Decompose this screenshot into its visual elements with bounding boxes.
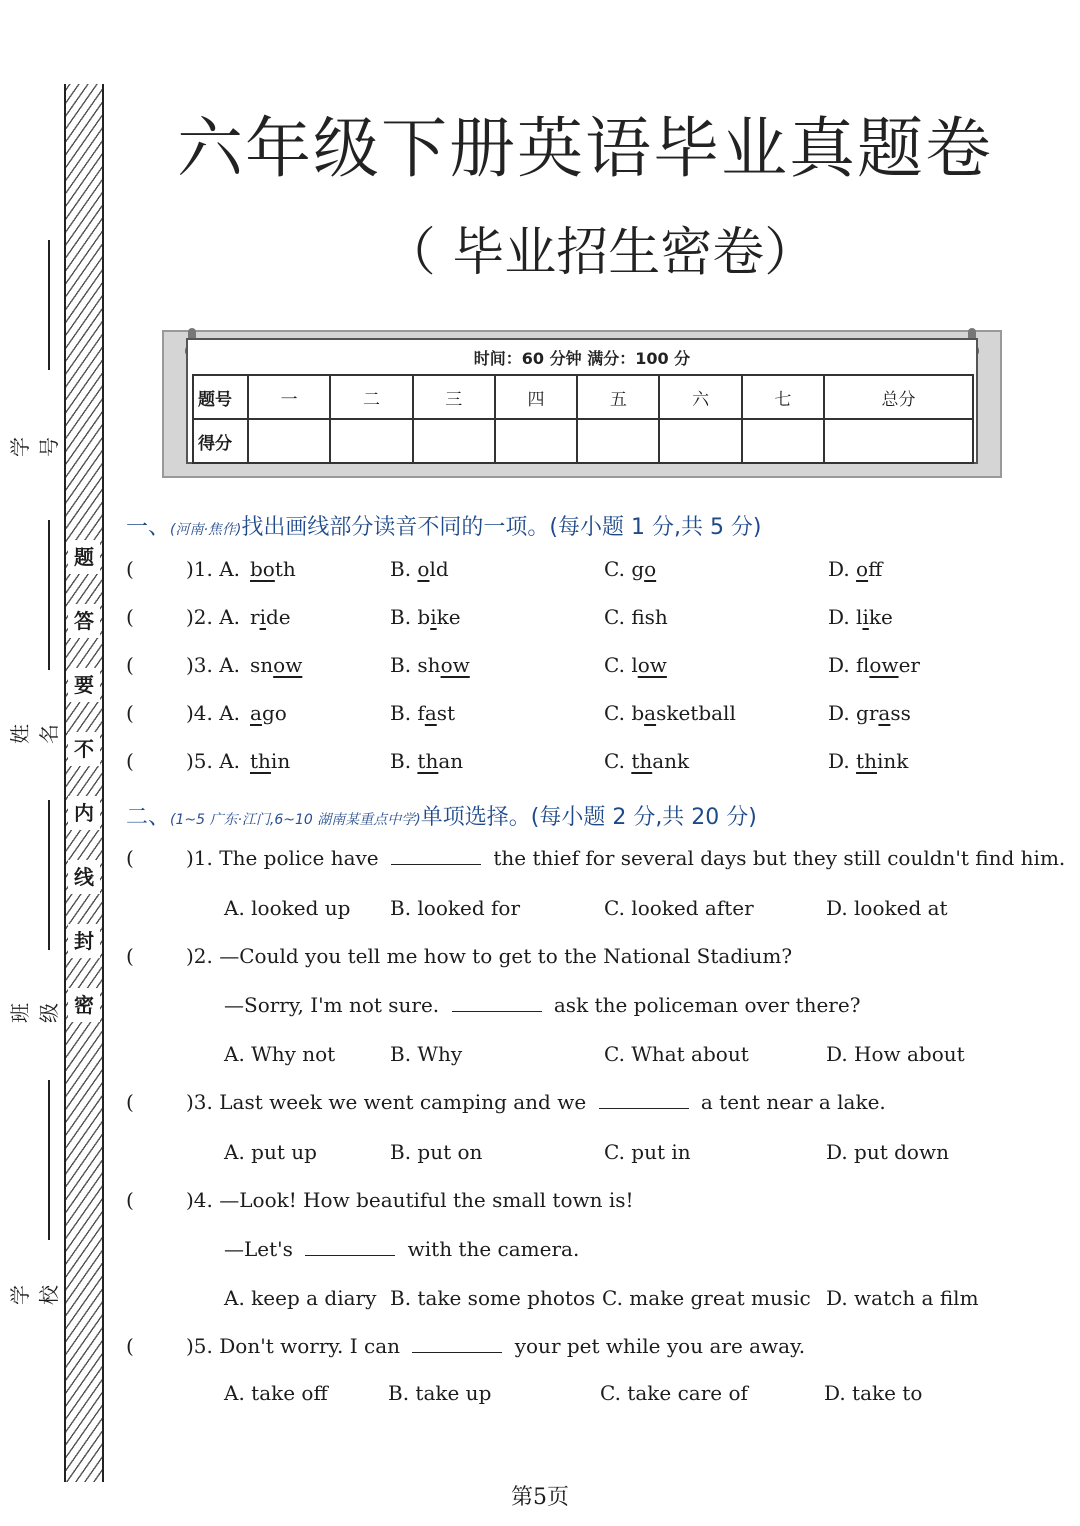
question-row (0, 653, 1080, 683)
option: B. Why (390, 1042, 463, 1066)
word-part: b (631, 701, 645, 725)
question-line-2 (0, 993, 1080, 1023)
word-part: sh (417, 653, 441, 677)
option (604, 605, 668, 629)
word-part: in (270, 749, 291, 773)
question-row (0, 557, 1080, 587)
underlined-sound: i (862, 605, 869, 629)
column-header: 五 (577, 375, 659, 419)
name-label: 姓名 (8, 724, 61, 744)
word-part: ke (436, 605, 461, 629)
option (390, 701, 455, 725)
options-row (0, 896, 1080, 926)
underlined-sound: a (250, 701, 262, 725)
options-row (0, 1042, 1080, 1072)
seal-char: 线 (68, 860, 100, 894)
underlined-sound: i (430, 605, 437, 629)
question-stem-end: your pet while you are away. (514, 1334, 806, 1358)
question-stem: —Sorry, I'm not sure. (224, 993, 440, 1017)
option: C. looked after (604, 896, 754, 920)
answer-paren: ( (126, 749, 134, 773)
seal-line-strip (64, 84, 104, 1482)
option: C. take care of (600, 1381, 748, 1405)
word-part: sn (250, 653, 274, 677)
options-row (0, 1381, 1080, 1411)
word-part: ke (868, 605, 893, 629)
option-label: C. (604, 605, 625, 629)
section-number: 一、 (126, 515, 171, 540)
section-instruction: 单项选择。(每小题 2 分,共 20 分) (420, 805, 757, 830)
section-2-heading (126, 800, 757, 831)
answer-paren: ( (126, 605, 134, 629)
question-row (0, 846, 1080, 876)
question-number: )1. A. (186, 557, 241, 581)
score-table (192, 374, 974, 464)
option-label: D. (828, 557, 850, 581)
seal-char: 封 (68, 924, 100, 958)
option (390, 653, 470, 677)
word-part: st (436, 701, 456, 725)
section-number: 二、 (126, 805, 171, 830)
row-label: 得分 (193, 419, 248, 463)
option: B. take some photos (390, 1286, 596, 1310)
option (828, 701, 911, 725)
word-part: l (856, 605, 863, 629)
option (250, 605, 291, 629)
question-row (0, 701, 1080, 731)
underlined-sound: bo (250, 557, 275, 581)
seal-char: 不 (68, 732, 100, 766)
option-label: D. (828, 749, 850, 773)
score-table-header-row (193, 375, 973, 419)
word-part: ss (890, 701, 911, 725)
question-number: )2. A. (186, 605, 241, 629)
column-header: 六 (659, 375, 741, 419)
question-text (224, 993, 860, 1017)
option: A. looked up (224, 896, 351, 920)
options-row (0, 1140, 1080, 1170)
option: D. looked at (826, 896, 948, 920)
answer-paren: ( (126, 701, 134, 725)
underlined-sound: ow (273, 653, 303, 677)
option-label: C. (604, 701, 625, 725)
answer-blank (599, 1090, 689, 1109)
underlined-sound: th (856, 749, 877, 773)
answer-paren: ( (126, 944, 134, 968)
underlined-sound: th (417, 749, 439, 773)
column-header: 三 (413, 375, 495, 419)
underlined-sound: a (878, 701, 891, 725)
option: C. put in (604, 1140, 691, 1164)
column-header: 一 (248, 375, 330, 419)
option (250, 653, 302, 677)
option (390, 557, 449, 581)
question-row (0, 1090, 1080, 1120)
option: A. keep a diary (224, 1286, 377, 1310)
score-cell (824, 419, 973, 463)
option-label: C. (604, 557, 625, 581)
question-row (0, 605, 1080, 635)
score-cell (330, 419, 412, 463)
option (604, 557, 656, 581)
option (828, 557, 882, 581)
question-stem: )1. The police have (186, 846, 379, 870)
question-stem-end: the thief for several days but they still couldn't find him. (493, 846, 1066, 870)
answer-paren: ( (126, 846, 134, 870)
word-part: b (417, 605, 431, 629)
question-row (0, 1334, 1080, 1364)
option: D. How about (826, 1042, 965, 1066)
word-part: go (261, 701, 287, 725)
school-label: 学校 (8, 1285, 61, 1305)
option-label: B. (390, 701, 412, 725)
option (604, 653, 667, 677)
answer-blank (391, 846, 481, 865)
option (828, 653, 920, 677)
answer-paren: ( (126, 1090, 134, 1114)
seal-char: 答 (68, 604, 100, 638)
word-part: de (265, 605, 291, 629)
question-row (0, 749, 1080, 779)
question-row (0, 944, 1080, 974)
word-part: sh (644, 605, 668, 629)
column-header: 二 (330, 375, 412, 419)
score-cell (577, 419, 659, 463)
underlined-sound: th (631, 749, 653, 773)
score-cell (495, 419, 577, 463)
option-label: B. (390, 557, 412, 581)
word-part: f (631, 605, 645, 629)
option: A. put up (224, 1140, 317, 1164)
section-1-heading (126, 510, 762, 541)
option (828, 605, 893, 629)
word-part: sketball (656, 701, 736, 725)
answer-paren: ( (126, 1188, 134, 1212)
question-stem-end: ask the policeman over there? (553, 993, 861, 1017)
option (250, 557, 296, 581)
option: C. What about (604, 1042, 749, 1066)
class-label: 班级 (8, 1003, 61, 1023)
word-part: fl (856, 653, 870, 677)
option: A. take off (224, 1381, 328, 1405)
option (828, 749, 908, 773)
question-stem: )3. Last week we went camping and we (186, 1090, 587, 1114)
score-cell (413, 419, 495, 463)
option: B. looked for (390, 896, 521, 920)
student-id-label: 学号 (8, 437, 61, 457)
option-label: C. (604, 653, 625, 677)
seal-char: 题 (68, 540, 100, 574)
option-label: B. (390, 749, 412, 773)
section-instruction: 找出画线部分读音不同的一项。(每小题 1 分,共 5 分) (241, 515, 762, 540)
underlined-sound: i (259, 605, 266, 629)
answer-paren: ( (126, 653, 134, 677)
option (604, 749, 689, 773)
option (250, 749, 290, 773)
underlined-sound: ow (440, 653, 470, 677)
score-board-inner (186, 338, 978, 464)
option (250, 701, 287, 725)
answer-blank (305, 1237, 395, 1256)
score-cell (659, 419, 741, 463)
option (390, 605, 461, 629)
name-line (48, 520, 50, 670)
column-header: 七 (742, 375, 824, 419)
column-header: 总分 (824, 375, 973, 419)
question-text (186, 1334, 805, 1358)
option: B. take up (388, 1381, 492, 1405)
section-source: (1~5 广东·江门,6~10 湖南某重点中学) (170, 812, 421, 828)
seal-char: 内 (68, 796, 100, 830)
option: A. Why not (224, 1042, 336, 1066)
answer-paren: ( (126, 1334, 134, 1358)
option: D. take to (824, 1381, 923, 1405)
option-label: C. (604, 749, 625, 773)
word-part: l (631, 653, 638, 677)
score-table-score-row (193, 419, 973, 463)
option-label: D. (828, 701, 850, 725)
question-line-2 (0, 1237, 1080, 1267)
column-header: 四 (495, 375, 577, 419)
question-stem: —Let's (224, 1237, 293, 1261)
word-part: ff (868, 557, 883, 581)
student-id-line (48, 240, 50, 370)
question-number: )3. A. (186, 653, 241, 677)
word-part: an (438, 749, 464, 773)
option: B. put on (390, 1140, 483, 1164)
page-title: 六年级下册英语毕业真题卷 (177, 110, 993, 187)
word-part: g (631, 557, 645, 581)
option (604, 701, 736, 725)
question-text (186, 1090, 886, 1114)
option-label: B. (390, 653, 412, 677)
underlined-sound: a (424, 701, 437, 725)
seal-char: 密 (68, 988, 100, 1022)
word-part: er (898, 653, 920, 677)
question-text (186, 846, 1065, 870)
option-label: D. (828, 605, 850, 629)
score-cell (742, 419, 824, 463)
option-label: D. (828, 653, 850, 677)
word-part: th (274, 557, 296, 581)
underlined-sound: o (856, 557, 869, 581)
word-part: ink (876, 749, 909, 773)
word-part: ank (652, 749, 690, 773)
question-stem: )5. Don't worry. I can (186, 1334, 400, 1358)
underlined-sound: o (644, 557, 657, 581)
question-text (224, 1237, 579, 1261)
answer-blank (452, 993, 542, 1012)
option (390, 749, 463, 773)
underlined-sound: a (644, 701, 657, 725)
question-stem: )4. —Look! How beautiful the small town is! (186, 1188, 634, 1212)
section-source: (河南·焦作) (170, 522, 242, 538)
question-row (0, 1188, 1080, 1218)
answer-paren: ( (126, 557, 134, 581)
exam-time-score: 时间：60 分钟 满分：100 分 (473, 349, 691, 368)
option-label: B. (390, 605, 412, 629)
question-number: )5. A. (186, 749, 241, 773)
score-board (162, 330, 1002, 478)
option: D. watch a film (826, 1286, 979, 1310)
question-stem: )2. —Could you tell me how to get to the National Stadium? (186, 944, 793, 968)
underlined-sound: ow (869, 653, 899, 677)
word-part: r (250, 605, 260, 629)
question-stem-end: a tent near a lake. (700, 1090, 886, 1114)
row-label: 题号 (193, 375, 248, 419)
word-part: gr (856, 701, 879, 725)
word-part: ld (429, 557, 449, 581)
option: C. make great music (602, 1286, 811, 1310)
question-number: )4. A. (186, 701, 241, 725)
option: D. put down (826, 1140, 949, 1164)
page-subtitle: （ 毕业招生密卷） (383, 223, 817, 283)
answer-blank (412, 1334, 502, 1353)
page-number: 第5页 (511, 1485, 569, 1510)
question-stem-end: with the camera. (407, 1237, 580, 1261)
score-cell (248, 419, 330, 463)
underlined-sound: ow (637, 653, 667, 677)
underlined-sound: o (417, 557, 430, 581)
seal-char: 要 (68, 668, 100, 702)
word-part: f (417, 701, 425, 725)
options-row (0, 1286, 1080, 1316)
underlined-sound: th (250, 749, 271, 773)
